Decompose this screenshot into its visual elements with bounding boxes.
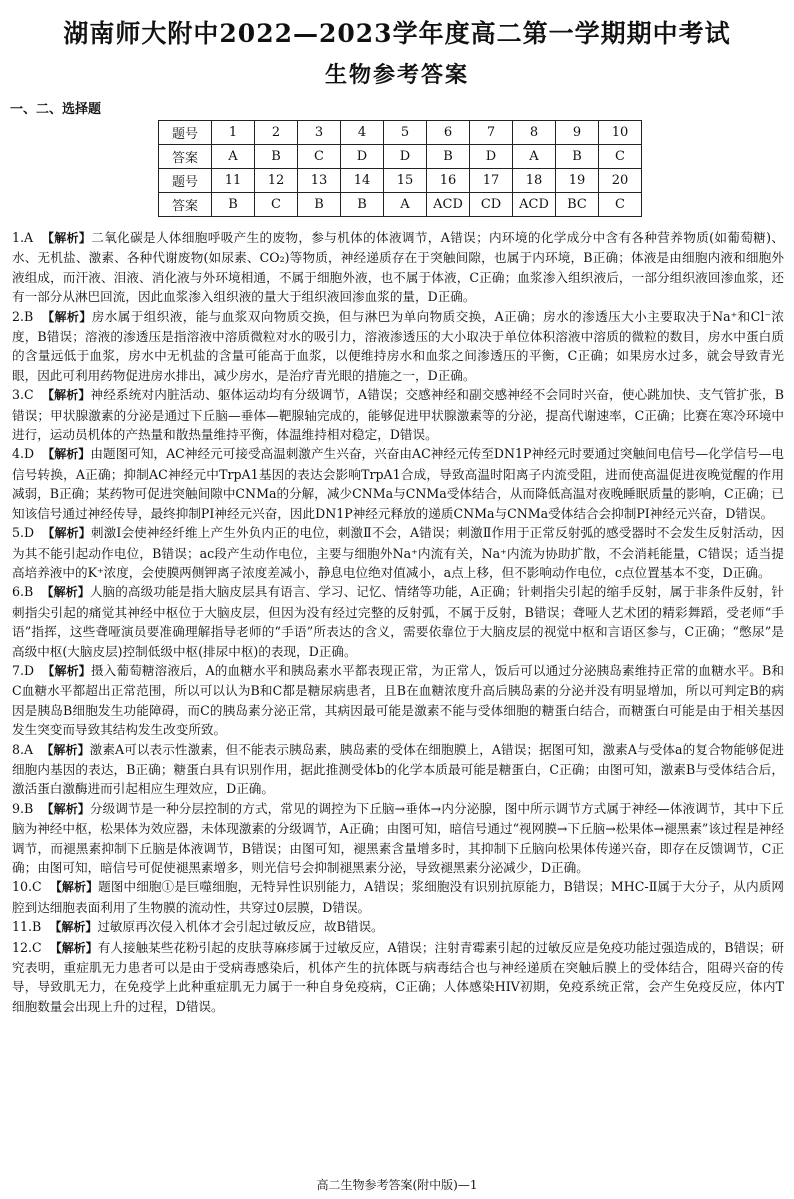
explanation-item <box>12 740 784 799</box>
question-answer: 9.B <box>12 800 34 816</box>
table-cell: ACD <box>513 193 556 217</box>
question-answer: 2.B <box>12 308 34 324</box>
table-cell: A <box>513 145 556 169</box>
table-cell: C <box>298 145 341 169</box>
explanation-item <box>12 385 784 444</box>
analysis-tag: 【解析】 <box>42 309 92 324</box>
analysis-tag: 【解析】 <box>49 940 98 955</box>
table-cell: B <box>212 193 255 217</box>
analysis-tag: 【解析】 <box>41 231 92 245</box>
row-label: 题号 <box>159 121 212 145</box>
table-cell: 13 <box>298 169 341 193</box>
analysis-tag: 【解析】 <box>41 585 90 600</box>
table-cell: 3 <box>298 121 341 145</box>
question-answer: 6.B <box>12 584 34 600</box>
answer-table <box>158 120 642 217</box>
table-cell: 14 <box>341 169 384 193</box>
question-answer: 1.A <box>12 230 34 245</box>
explanation-text: 过敏原再次侵入机体才会引起过敏反应，故B错误。 <box>97 919 384 935</box>
table-cell: 20 <box>599 169 642 193</box>
explanation-item <box>12 661 784 740</box>
explanation-list <box>12 228 784 1016</box>
explanation-text: 二氧化碳是人体细胞呼吸产生的废物，参与机体的体液调节，A错误；内环境的化学成分中含有各种营养物质(如葡萄糖)、水、无机盐、激素、各种代谢废物(如尿素、CO₂)等物质，神经递质存在于突触间隙，也属于内环境，B正确；体液是由细胞内液和细胞外液组成，而汗液、泪液、消化液与外环境相通，不属于细胞外液，也不属于体液，C正确；血浆渗入组织液后，一部分组织液回渗血浆，还有一部分从淋巴回流，因此血浆渗入组织液的量大于组织液回渗血浆的量，D正确。 <box>12 230 784 305</box>
explanation-item <box>12 877 784 917</box>
question-answer: 7.D <box>12 662 35 678</box>
table-cell: 15 <box>384 169 427 193</box>
question-answer: 5.D <box>12 525 35 541</box>
analysis-tag: 【解析】 <box>49 880 99 895</box>
table-cell: 9 <box>556 121 599 145</box>
question-answer: 8.A <box>12 741 34 757</box>
section-heading: 一、二、选择题 <box>10 102 102 117</box>
explanation-item <box>12 799 784 878</box>
analysis-tag: 【解析】 <box>41 742 90 757</box>
explanation-item <box>12 582 784 661</box>
table-cell: BC <box>556 193 599 217</box>
table-cell: B <box>427 145 470 169</box>
explanation-text: 摄入葡萄糖溶液后，A的血糖水平和胰岛素水平都表现正常，为正常人，饭后可以通过分泌胰岛素维持正常的血糖水平。B和C血糖水平都超出正常范围，所以可以认为B和C都是糖尿病患者，且B在血糖浓度升高后胰岛素的分泌并没有明显增加，所以可判定B的病因是胰岛B细胞发生功能障碍，而C的胰岛素分泌正常，其病因最可能是激素不能与受体细胞的糖蛋白结合，而糖蛋白可能是由于相关基因发生突变而导致其结构发生改变所致。 <box>12 662 784 738</box>
explanation-text: 题图中细胞①是巨噬细胞，无特异性识别能力，A错误；浆细胞没有识别抗原能力，B错误；MHC-Ⅱ属于大分子，从内质网腔到达细胞表面利用了生物膜的流动性，共穿过0层膜，D错误。 <box>12 879 784 915</box>
table-cell: 10 <box>599 121 642 145</box>
table-cell: 18 <box>513 169 556 193</box>
table-cell: 17 <box>470 169 513 193</box>
analysis-tag: 【解析】 <box>42 663 91 678</box>
page-footer: 高二生物参考答案(附中版)—1 <box>316 1178 478 1192</box>
answer-table-row <box>159 145 642 169</box>
explanation-text: 有人接触某些花粉引起的皮肤荨麻疹属于过敏反应，A错误；注射青霉素引起的过敏反应是免疫功能过强造成的，B错误；研究表明，重症肌无力患者可以是由于受病毒感染后，机体产生的抗体既与病毒结合也与神经递质在突触后膜上的受体结合，阻碍兴奋的传导，导致肌无力，在免疫学上此种重症肌无力属于一种自身免疫病，C正确；人体感染HIV初期，免疫系统正常，会产生免疫反应，体内T细胞数量会出现上升的过程，D错误。 <box>12 939 784 1014</box>
table-cell: 16 <box>427 169 470 193</box>
answer-table-row <box>159 121 642 145</box>
explanation-item <box>12 523 784 582</box>
table-cell: B <box>255 145 298 169</box>
table-cell: ACD <box>427 193 470 217</box>
row-label: 答案 <box>159 193 212 217</box>
table-cell: D <box>470 145 513 169</box>
explanation-text: 房水属于组织液，能与血浆双向物质交换，但与淋巴为单向物质交换，A正确；房水的渗透压大小主要取决于Na⁺和Cl⁻浓度，B错误；溶液的渗透压是指溶液中溶质微粒对水的吸引力，溶液渗透压的大小取决于单位体积溶液中溶质的微粒的数目，房水中蛋白质的含量远低于血浆，房水中无机盐的含量可能高于血浆，以便维持房水和血浆之间渗透压的平衡，C正确；如果房水过多，就会导致青光眼，因此可利用药物促进房水排出，减少房水，是治疗青光眼的措施之一，D正确。 <box>12 308 784 383</box>
question-answer: 11.B <box>12 919 42 935</box>
answer-table-row <box>159 169 642 193</box>
table-cell: 5 <box>384 121 427 145</box>
table-cell: 12 <box>255 169 298 193</box>
question-answer: 3.C <box>12 387 34 403</box>
analysis-tag: 【解析】 <box>42 447 91 462</box>
table-cell: 7 <box>470 121 513 145</box>
explanation-item <box>12 228 784 307</box>
question-answer: 4.D <box>12 446 35 462</box>
table-cell: 19 <box>556 169 599 193</box>
table-cell: 11 <box>212 169 255 193</box>
row-label: 答案 <box>159 145 212 169</box>
table-cell: 6 <box>427 121 470 145</box>
table-cell: B <box>298 193 341 217</box>
explanation-item <box>12 444 784 523</box>
answer-table-row <box>159 193 642 217</box>
row-label: 题号 <box>159 169 212 193</box>
analysis-tag: 【解析】 <box>42 526 91 541</box>
explanation-text: 神经系统对内脏活动、躯体运动均有分级调节，A错误；交感神经和副交感神经不会同时兴奋，使心跳加快、支气管扩张，B错误；甲状腺激素的分泌是通过下丘脑—垂体—靶腺轴完成的，能够促进甲状腺激素等的分泌，提高代谢速率，C正确；比赛在寒冷环境中进行，运动员机体的产热量和散热量维持平衡，体温维持相对稳定，D错误。 <box>12 387 784 443</box>
table-cell: 4 <box>341 121 384 145</box>
page-subtitle: 生物参考答案 <box>324 62 469 88</box>
explanation-text: 激素A可以表示性激素，但不能表示胰岛素，胰岛素的受体在细胞膜上，A错误；据图可知，激素A与受体a的复合物能够促进细胞内基因的表达，B正确；糖蛋白具有识别作用，据此推测受体b的化学本质最可能是糖蛋白，C正确；由图可知，激素B与受体结合后，激活蛋白激酶进而引起相应生理效应，D正确。 <box>12 741 784 797</box>
table-cell: A <box>384 193 427 217</box>
explanation-text: 分级调节是一种分层控制的方式，常见的调控为下丘脑→垂体→内分泌腺，图中所示调节方式属于神经—体液调节，其中下丘脑为神经中枢，松果体为效应器，未体现激素的分级调节，A正确；由图可知，暗信号通过“视网膜→下丘脑→松果体→褪黑素”该过程是神经调节，而褪黑素抑制下丘脑是体液调节，B错误；由图可知，褪黑素含量增多时，其抑制下丘脑向松果体传递兴奋，即存在反馈调节，C正确；由图可知，暗信号可促使褪黑素增多，则光信号会抑制褪黑素分泌，导致褪黑素分泌减少，D正确。 <box>12 800 784 875</box>
table-cell: C <box>599 193 642 217</box>
table-cell: C <box>599 145 642 169</box>
analysis-tag: 【解析】 <box>41 801 90 816</box>
question-answer: 12.C <box>12 939 42 955</box>
explanation-text: 刺激Ⅰ会使神经纤维上产生外负内正的电位，刺激Ⅱ不会，A错误；刺激Ⅱ作用于正常反射弧的感受器时不会发生反射活动，因为其不能引起动作电位，B错误；ac段产生动作电位，主要与细胞外Na⁺内流有关，Na⁺内流为协助扩散，不会消耗能量，C错误；适当提高培养液中的K⁺浓度，会使膜两侧钾离子浓度差减小，静息电位绝对值减小，a点上移，但不影响动作电位，c点位置基本不变，D正确。 <box>12 525 784 580</box>
table-cell: A <box>212 145 255 169</box>
table-cell: 2 <box>255 121 298 145</box>
table-cell: 8 <box>513 121 556 145</box>
analysis-tag: 【解析】 <box>49 920 98 935</box>
page-title: 湖南师大附中2022—2023学年度高二第一学期期中考试 <box>63 19 731 48</box>
table-cell: D <box>341 145 384 169</box>
table-cell: B <box>556 145 599 169</box>
table-cell: C <box>255 193 298 217</box>
explanation-item <box>12 307 784 386</box>
table-cell: D <box>384 145 427 169</box>
explanation-text: 人脑的高级功能是指大脑皮层具有语言、学习、记忆、情绪等功能，A正确；针刺指尖引起的缩手反射，属于非条件反射，针刺指尖引起的痛觉其神经中枢位于大脑皮层，但因为没有经过完整的反射弧，不属于反射，B错误；聋哑人艺术团的精彩舞蹈，受老师“手语”指挥，这些聋哑演员要准确理解指导老师的“手语”所表达的含义，需要依靠位于大脑皮层的视觉中枢和言语区参与，C正确；“憋尿”是高级中枢(大脑皮层)控制低级中枢(排尿中枢)的表现，D正确。 <box>12 584 784 659</box>
table-cell: 1 <box>212 121 255 145</box>
question-answer: 10.C <box>12 879 42 895</box>
explanation-item <box>12 917 784 937</box>
explanation-item <box>12 938 784 1017</box>
table-cell: B <box>341 193 384 217</box>
explanation-text: 由题图可知，AC神经元可接受高温刺激产生兴奋，兴奋由AC神经元传至DN1P神经元时要通过突触间电信号—化学信号—电信号转换，A正确；抑制AC神经元中TrpA1基因的表达会影响TrpA1合成，导致高温时阳离子内流受阻，进而使高温促进夜晚觉醒的作用减弱，B正确；某药物可促进突触间隙中CNMa的分解，减少CNMa与CNMa受体结合，从而降低高温对夜晚睡眠质量的影响，C正确；已知该信号通过神经传导，最终抑制PI神经元兴奋，因此DN1P神经元释放的递质CNMa与CNMa受体结合会抑制PI神经元兴奋，D错误。 <box>12 446 784 521</box>
table-cell: CD <box>470 193 513 217</box>
analysis-tag: 【解析】 <box>41 388 91 403</box>
